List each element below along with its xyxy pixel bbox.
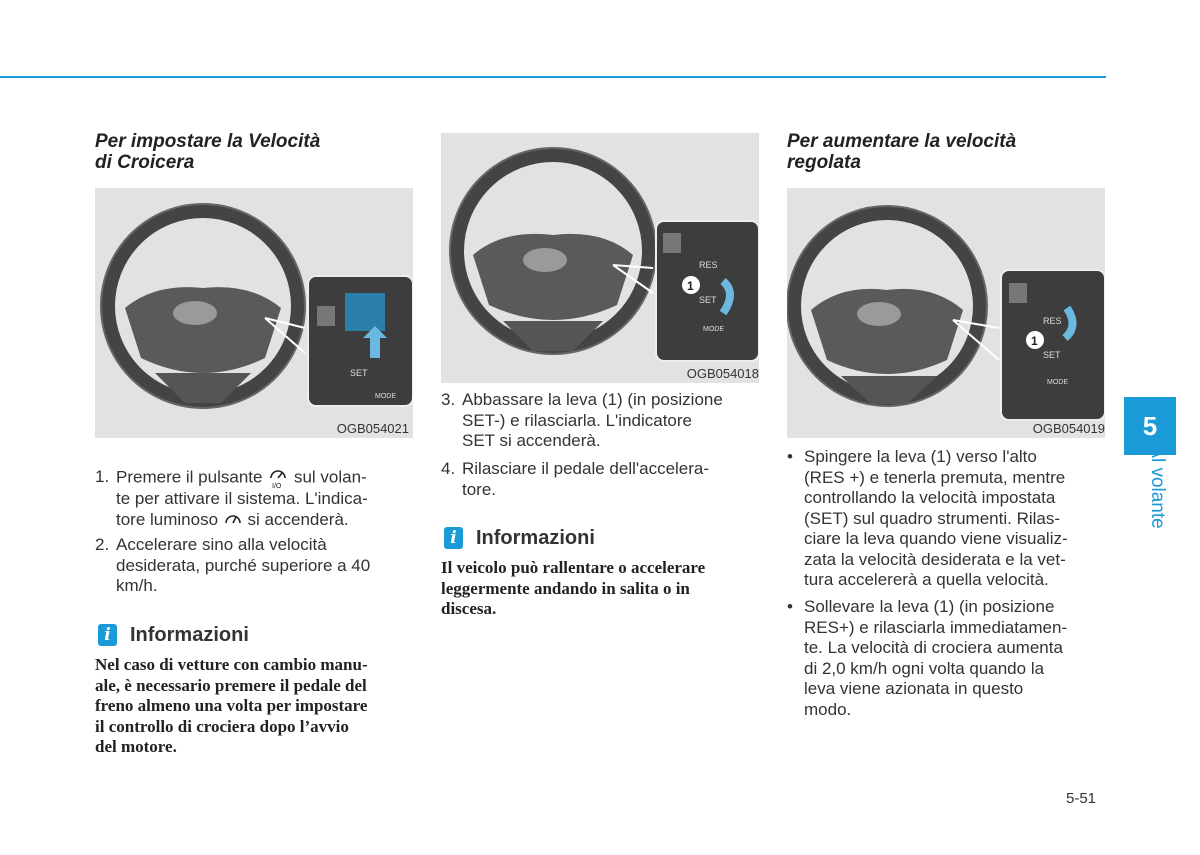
mode-label: MODE — [703, 326, 724, 333]
list-line: zata la velocità desiderata e la vet- — [804, 549, 1066, 569]
list-text — [462, 459, 759, 500]
steering-wheel-illustration — [787, 188, 1105, 438]
list-line: ciare la leva quando viene visualiz- — [804, 529, 1068, 548]
list-number: 3. — [441, 390, 456, 409]
info-line: discesa. — [441, 599, 497, 618]
steering-wheel-figure-res-plus — [787, 188, 1105, 438]
list-text — [116, 535, 413, 597]
list-line: SET si accenderà. — [462, 431, 601, 450]
list-line: Accelerare sino alla velocità — [116, 535, 327, 554]
cruise-indicator-icon — [223, 511, 243, 529]
info-line: ale, è necessario premere il pedale del — [95, 675, 367, 695]
heading-line: Per aumentare la velocità — [787, 131, 1017, 152]
page-number: 5-51 — [1066, 790, 1097, 807]
info-title: Informazioni — [476, 527, 595, 549]
list-line: tore. — [462, 479, 497, 499]
list-line: (RES +) e tenerla premuta, mentre — [804, 467, 1066, 487]
info-line: del motore. — [95, 737, 177, 756]
chapter-tab: 5 — [1124, 397, 1176, 455]
list-item-3 — [441, 390, 759, 452]
list-line: di 2,0 km/h ogni volta quando la — [804, 658, 1045, 678]
list-line: Sollevare la leva (1) (in posizione — [804, 597, 1055, 616]
text-fragment: sul volan- — [293, 467, 367, 487]
list-number: 2. — [95, 535, 110, 554]
figure-caption: OGB054018 — [686, 366, 759, 381]
heading-line: Per impostare la Velocità — [95, 131, 321, 152]
list-line: tura accelererà a quella velocità. — [804, 570, 1049, 589]
cruise-control-button-icon — [267, 467, 289, 489]
section-heading-increase-speed — [787, 131, 1107, 173]
figure-caption: OGB054021 — [336, 421, 409, 436]
steering-wheel-illustration — [441, 133, 759, 383]
res-label: RES — [1043, 316, 1062, 326]
list-line: modo. — [804, 699, 852, 719]
list-line: Abbassare la leva (1) (in posizione — [462, 390, 723, 409]
list-line: SET-) e rilasciarla. L'indicatore — [462, 410, 692, 430]
list-line: (SET) sul quadro strumenti. Rilas- — [804, 508, 1061, 528]
bullet-item-2 — [787, 597, 1105, 722]
info-title: Informazioni — [130, 624, 249, 646]
info-icon: i — [444, 527, 463, 549]
list-item-2 — [95, 535, 413, 597]
list-text — [804, 447, 1105, 591]
svg-text:I/O: I/O — [272, 483, 282, 489]
lever-number-label: 1 — [1031, 334, 1038, 348]
bullet-marker: • — [787, 447, 793, 466]
list-line: controllando la velocità impostata — [804, 488, 1056, 507]
list-line: Rilasciare il pedale dell'accelera- — [462, 459, 710, 478]
steering-wheel-figure-set-minus — [441, 133, 759, 383]
mode-label: MODE — [1047, 379, 1068, 386]
list-line: RES+) e rilasciarla immediatamen- — [804, 617, 1068, 637]
bullet-marker: • — [787, 597, 793, 616]
steering-wheel-figure-set — [95, 188, 413, 438]
heading-line: regolata — [787, 152, 861, 173]
set-label: SET — [699, 295, 717, 305]
steering-wheel-illustration — [95, 188, 413, 438]
mode-label: MODE — [375, 393, 396, 400]
list-line: km/h. — [116, 576, 158, 595]
list-line — [116, 467, 413, 489]
info-icon: i — [98, 624, 117, 646]
list-number: 1. — [95, 467, 110, 486]
info-line: leggermente andando in salita o in — [441, 578, 690, 598]
info-line: Il veicolo può rallentare o accelerare — [441, 558, 706, 577]
list-number: 4. — [441, 459, 456, 478]
figure-caption: OGB054019 — [1032, 421, 1105, 436]
list-text — [804, 597, 1105, 720]
list-line: leva viene azionata in questo — [804, 679, 1024, 698]
list-line: Spingere la leva (1) verso l'alto — [804, 447, 1037, 466]
set-label: SET — [1043, 350, 1061, 360]
res-label: RES — [699, 260, 718, 270]
section-heading-set-speed — [95, 131, 415, 173]
info-line: freno almeno una volta per impostare — [95, 696, 368, 715]
chapter-label: Al volante — [1147, 445, 1168, 529]
list-line: te per attivare il sistema. L'indica- — [116, 489, 368, 508]
lever-number-label: 1 — [687, 279, 694, 293]
text-fragment: Premere il pulsante — [116, 467, 263, 487]
info-line: Nel caso di vetture con cambio manu- — [95, 655, 368, 674]
top-rule — [0, 76, 1106, 78]
info-line: il controllo di crociera dopo l’avvio — [95, 716, 349, 736]
list-text — [116, 467, 413, 530]
list-text — [462, 390, 759, 452]
bullet-item-1 — [787, 447, 1105, 592]
list-item-1 — [95, 467, 413, 529]
info-body — [95, 655, 413, 758]
list-line — [116, 510, 413, 531]
text-fragment: si accenderà. — [247, 509, 349, 529]
heading-line: di Croicera — [95, 152, 195, 173]
text-fragment: tore luminoso — [116, 509, 219, 529]
list-line: te. La velocità di crociera aumenta — [804, 638, 1063, 657]
list-item-4 — [441, 459, 759, 501]
set-label: SET — [350, 368, 368, 378]
info-body — [441, 558, 759, 620]
list-line: desiderata, purché superiore a 40 — [116, 555, 371, 575]
